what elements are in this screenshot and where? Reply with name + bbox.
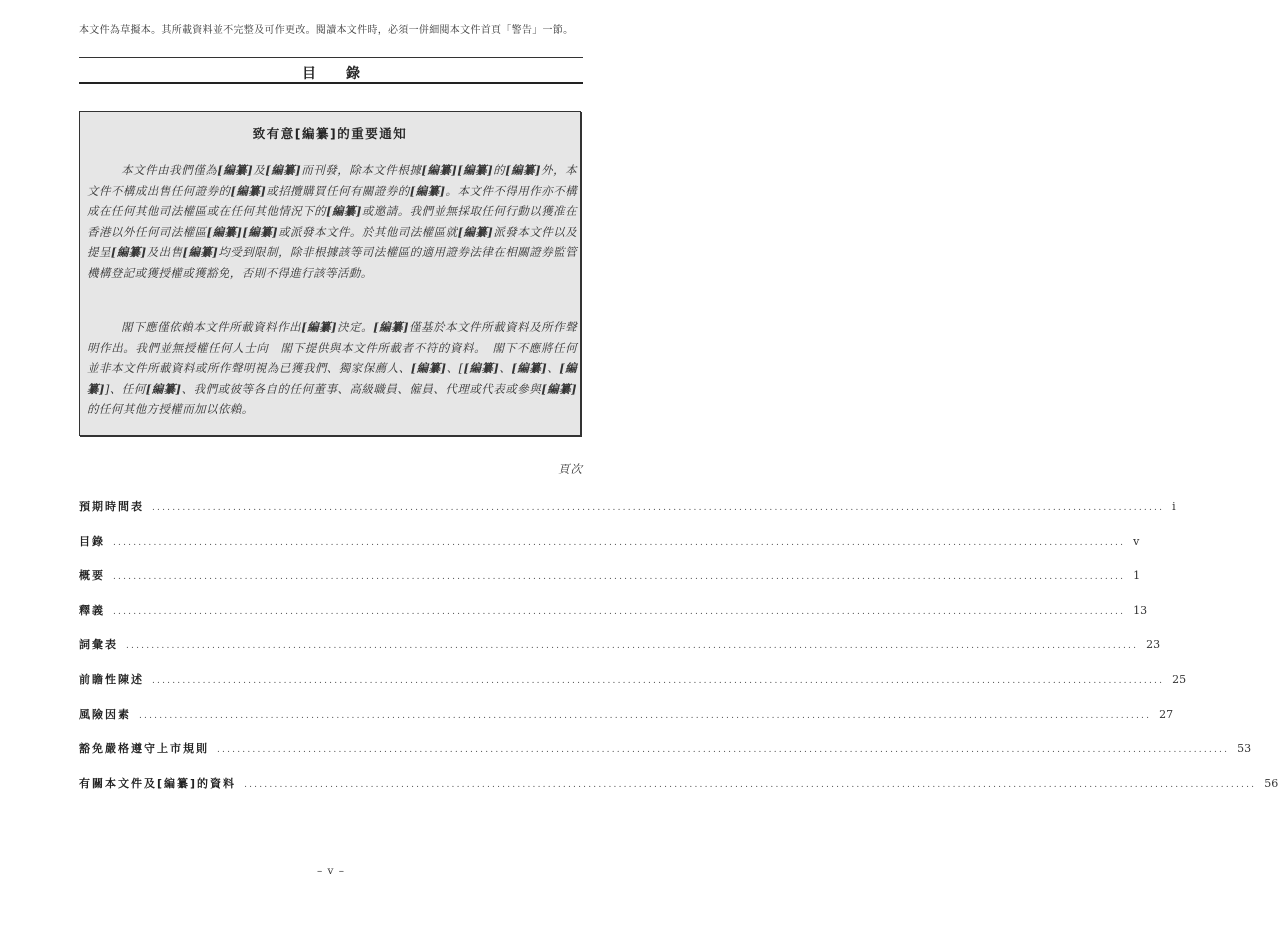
toc-entry-label: 風險因素: [79, 707, 131, 721]
toc-entry-page: 23: [1146, 638, 1161, 652]
page-column-label: 頁次: [558, 462, 583, 476]
important-notice-box: [79, 111, 581, 436]
toc-row[interactable]: [79, 533, 1140, 551]
toc-entry-label: 概要: [79, 569, 105, 583]
toc-row[interactable]: [79, 706, 1174, 724]
toc-entry-page: 13: [1133, 603, 1148, 617]
toc-dot-leader: ........................................................................................................................................................................................................: [139, 710, 1152, 721]
toc-dot-leader: ........................................................................................................................................................................................................: [244, 779, 1257, 790]
toc-entry-label: 豁免嚴格遵守上市規則: [79, 742, 209, 756]
notice-title: 致有意[編纂]的重要通知: [252, 126, 408, 141]
notice-paragraph-2: [87, 317, 577, 420]
toc-entry-page: 27: [1159, 707, 1174, 721]
notice-paragraph-2-text: 閣下應僅依賴本文件所載資料作出[編纂]決定。[編纂]僅基於本文件所載資料及所作聲明作出。我們並無授權任何人士向 閣下提供與本文件所載者不符的資料。 閣下不應將任何並非本文件所載資料或所作聲明視為已獲我們、獨家保薦人、[編纂]、[[編纂]、[編纂]、[編纂]]、任何[編纂]、我們或彼等各自的任何董事、高級職員、僱員、代理或代表或參與[編纂]的任何其他方授權而加以依賴。: [87, 320, 578, 416]
toc-row[interactable]: [79, 775, 1278, 793]
toc-dot-leader: ........................................................................................................................................................................................................: [152, 503, 1165, 513]
toc-row[interactable]: [79, 567, 1141, 585]
toc-entry-label: 釋義: [79, 603, 105, 617]
toc-dot-leader: ........................................................................................................................................................................................................: [152, 676, 1165, 686]
toc-entry-page: i: [1172, 500, 1176, 513]
title-rule: [79, 82, 583, 84]
toc-dot-leader: ........................................................................................................................................................................................................: [126, 641, 1139, 652]
toc-entry-page: v: [1133, 534, 1140, 548]
notice-paragraph-1: [87, 160, 577, 283]
toc-row[interactable]: [79, 498, 1176, 516]
toc-dot-leader: ........................................................................................................................................................................................................: [113, 572, 1126, 583]
page-title: 目錄: [302, 66, 390, 82]
toc-row[interactable]: [79, 671, 1187, 689]
toc-dot-leader: ........................................................................................................................................................................................................: [113, 537, 1126, 548]
notice-paragraph-1-text: 本文件由我們僅為[編纂]及[編纂]而刊發，除本文件根據[編纂][編纂]的[編纂]外，本文件不構成出售任何證券的[編纂]或招攬購買任何有關證券的[編纂]。本文件不得用作亦不構成在任何其他司法權區或在任何其他情況下的[編纂]或邀請。我們並無採取任何行動以獲准在香港以外任何司法權區[編纂][編纂]或派發本文件。於其他司法權區就[編纂]派發本文件以及提呈[編纂]及出售[編纂]均受到限制，除非根據該等司法權區的適用證券法律在相關證券監管機構登記或獲授權或獲豁免，否則不得進行該等活動。: [87, 163, 578, 280]
header-rule: [79, 57, 583, 58]
toc-entry-label: 詞彙表: [79, 638, 118, 652]
toc-entry-label: 有關本文件及[編纂]的資料: [79, 776, 237, 790]
page-number-footer: – v –: [316, 865, 346, 877]
toc-entry-page: 1: [1133, 569, 1141, 583]
toc-row[interactable]: [79, 740, 1252, 758]
toc-dot-leader: ........................................................................................................................................................................................................: [217, 745, 1230, 756]
toc-row[interactable]: [79, 636, 1161, 654]
toc-dot-leader: ........................................................................................................................................................................................................: [113, 606, 1126, 617]
toc-entry-page: 25: [1172, 673, 1187, 686]
toc-entry-label: 前瞻性陳述: [79, 673, 144, 686]
toc-entry-page: 56: [1264, 776, 1278, 790]
toc-entry-label: 預期時間表: [79, 500, 144, 513]
draft-notice-header: 本文件為草擬本。其所載資料並不完整及可作更改。閱讀本文件時，必須一併細閱本文件首頁「警告」一節。: [79, 25, 574, 36]
toc-entry-page: 53: [1237, 742, 1252, 756]
toc-row[interactable]: [79, 602, 1148, 620]
toc-entry-label: 目錄: [79, 534, 105, 548]
